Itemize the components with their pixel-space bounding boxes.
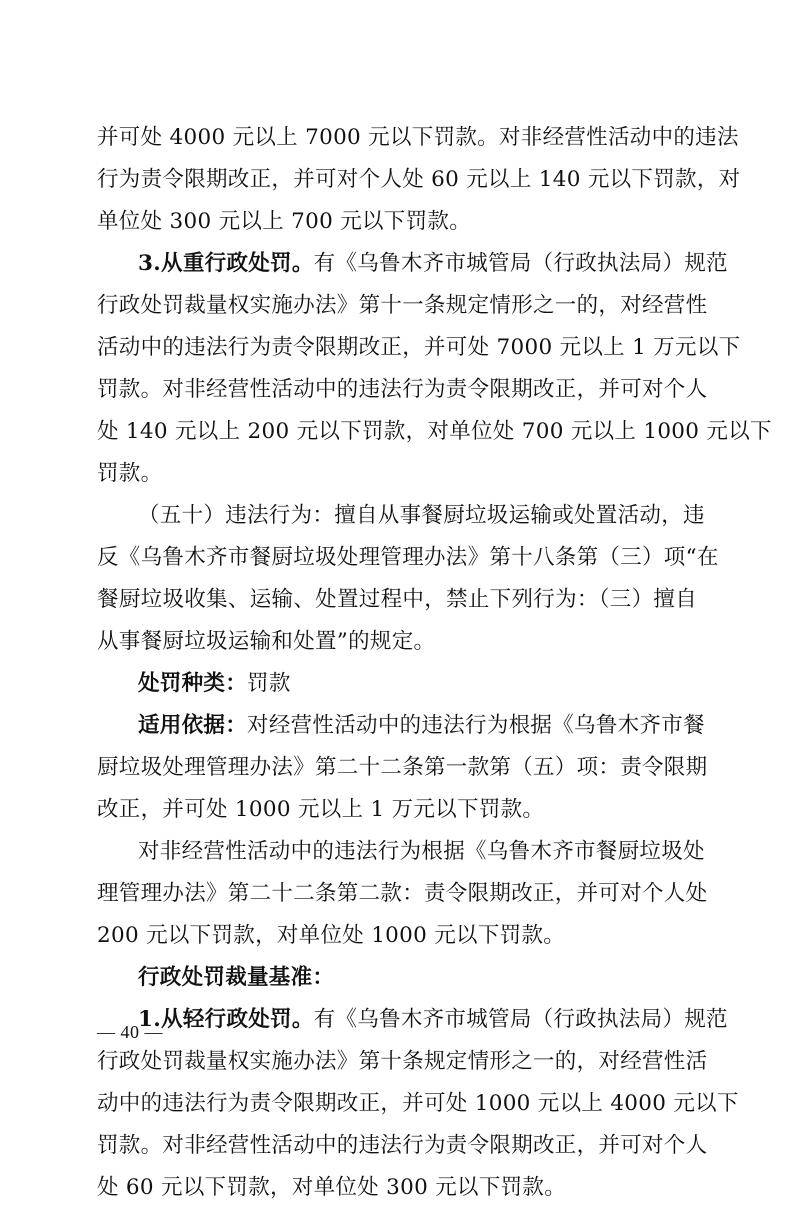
line-text: 行政处罚裁量权实施办法》第十一条规定情形之一的，对经营性 [97,293,708,318]
text-line [97,579,697,621]
text-line [97,1041,708,1083]
text-line [97,621,697,663]
line-text: 对非经营性活动中的违法行为根据《乌鲁木齐市餐厨垃圾处 [138,839,705,864]
line-text: 厨垃圾处理管理办法》第二十二条第一款第（五）项：责令限期 [97,755,708,780]
line-text: 有《乌鲁木齐市城管局（行政执法局）规范 [313,251,728,276]
line-text: 罚款。 [97,461,163,486]
text-line [97,999,728,1041]
text-line [97,453,697,495]
line-text: 单位处 300 元以上 700 元以下罚款。 [97,209,472,234]
bold-heading: 行政处罚裁量基准： [138,965,335,990]
line-text: 罚款。对非经营性活动中的违法行为责令限期改正，并可对个人 [97,377,708,402]
text-line [97,789,697,831]
text-line [97,1167,697,1209]
bold-heading: 适用依据： [138,713,248,738]
line-text: 反《乌鲁木齐市餐厨垃圾处理管理办法》第十八条第（三）项“在 [97,545,719,570]
text-line [97,495,705,537]
text-line [97,117,739,159]
text-line [97,747,708,789]
text-line [97,159,741,201]
line-text: 对经营性活动中的违法行为根据《乌鲁木齐市餐 [247,713,705,738]
line-text: 动中的违法行为责令限期改正，并可处 1000 元以上 4000 元以下 [97,1091,739,1116]
line-text: 从事餐厨垃圾运输和处置”的规定。 [97,629,436,654]
line-text: （五十）违法行为：擅自从事餐厨垃圾运输或处置活动，违 [138,503,705,528]
bold-heading: 3.从重行政处罚。 [138,251,314,276]
text-line [97,915,697,957]
text-line [97,1083,739,1125]
text-line [97,873,708,915]
page-number: — 40 — [97,1022,163,1042]
text-line [97,537,719,579]
line-text: 改正，并可处 1000 元以上 1 万元以下罚款。 [97,797,545,822]
line-text: 有《乌鲁木齐市城管局（行政执法局）规范 [313,1007,728,1032]
text-line [97,1125,708,1167]
text-line [97,957,697,999]
line-text: 200 元以下罚款，对单位处 1000 元以下罚款。 [97,923,566,948]
text-line [97,411,772,453]
text-line [97,705,705,747]
line-text: 处 60 元以下罚款，对单位处 300 元以下罚款。 [97,1175,567,1200]
line-text: 行政处罚裁量权实施办法》第十条规定情形之一的，对经营性活 [97,1049,708,1074]
line-text: 行为责令限期改正，并可对个人处 60 元以上 140 元以下罚款，对 [97,167,741,192]
bold-heading: 处罚种类： [138,671,248,696]
line-text: 处 140 元以上 200 元以下罚款，对单位处 700 元以上 1000 元以下 [97,419,772,444]
text-line [97,201,697,243]
text-line [97,285,708,327]
line-text: 活动中的违法行为责令限期改正，并可处 7000 元以上 1 万元以下 [97,335,741,360]
line-text: 理管理办法》第二十二条第二款：责令限期改正，并可对个人处 [97,881,708,906]
text-line [97,243,728,285]
line-text: 罚款 [247,671,291,696]
text-line [97,369,708,411]
text-line [97,663,697,705]
line-text: 罚款。对非经营性活动中的违法行为责令限期改正，并可对个人 [97,1133,708,1158]
document-body [97,117,772,1209]
text-line [97,831,705,873]
text-line [97,327,741,369]
line-text: 餐厨垃圾收集、运输、处置过程中，禁止下列行为：（三）擅自 [97,587,697,612]
bold-heading: 1.从轻行政处罚。 [138,1007,314,1032]
line-text: 并可处 4000 元以上 7000 元以下罚款。对非经营性活动中的违法 [97,125,739,150]
